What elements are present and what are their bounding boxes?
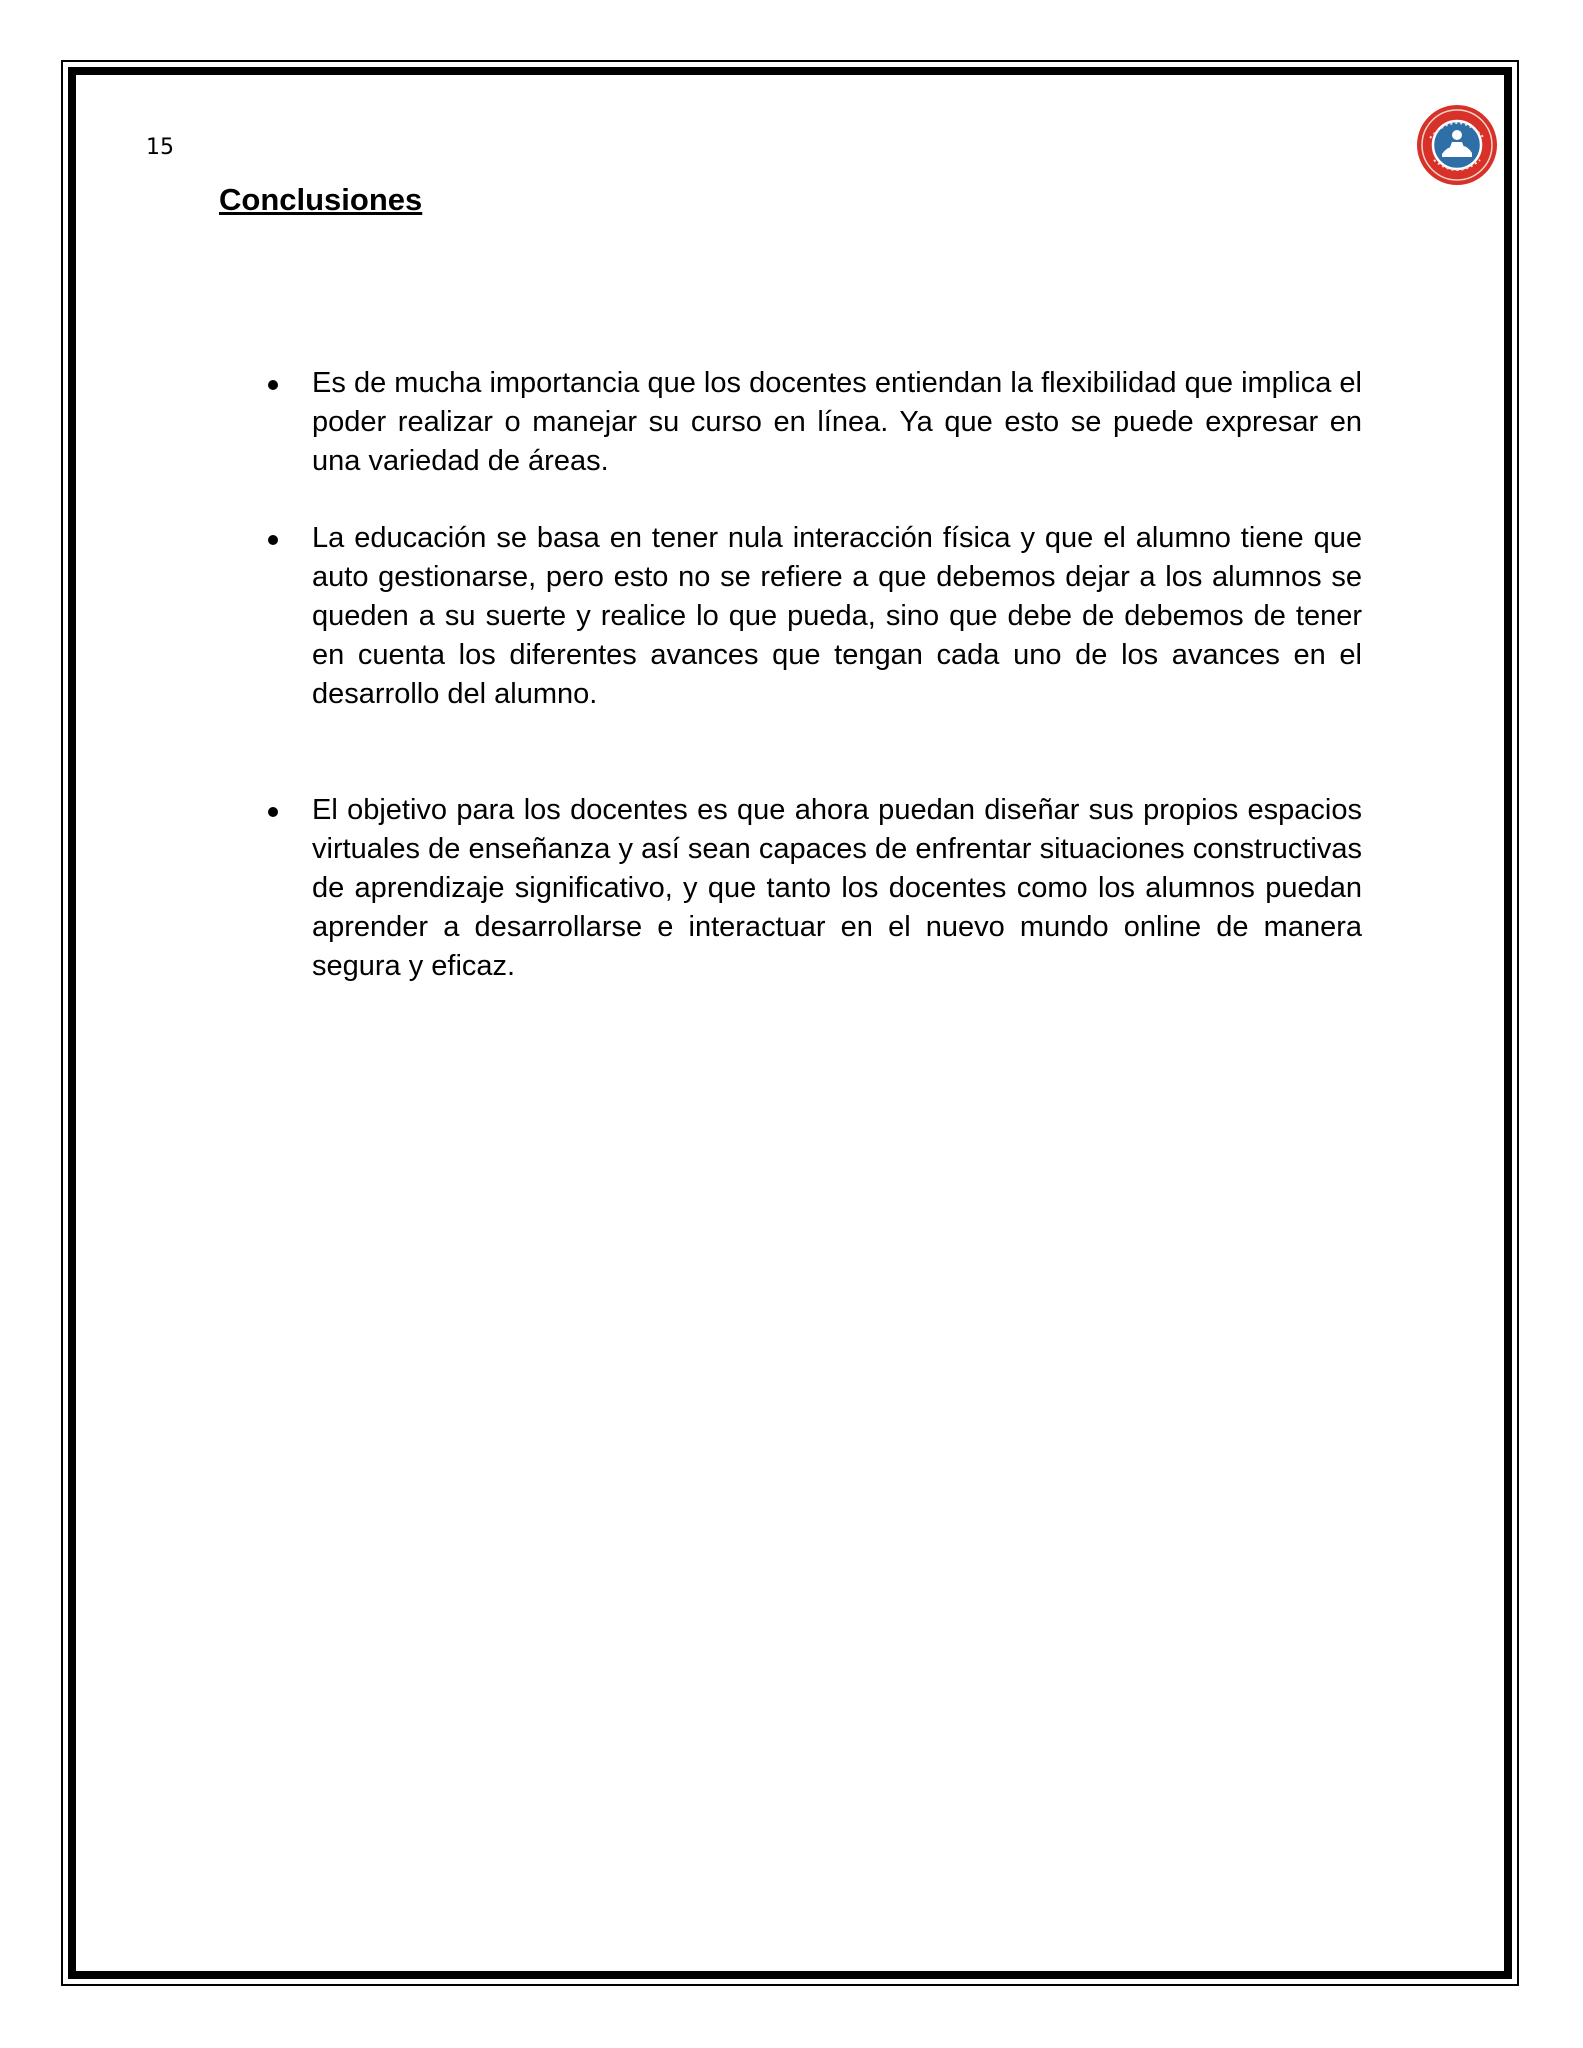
page-border-inner [68,67,1512,1979]
list-item-text: Es de mucha importancia que los docentes entiendan la flexibilidad que implica el poder realizar o manejar su curso en línea. Ya que esto se puede expresar en una variedad de áreas. [312,367,1362,477]
bullet-icon [268,535,278,545]
university-seal-icon [1416,104,1498,186]
page-number: 15 [146,135,174,160]
conclusions-list [262,364,1362,985]
list-item-text: La educación se basa en tener nula interacción física y que el alumno tiene que auto gestionarse, pero esto no se refiere a que debemos dejar a los alumnos se queden a su suerte y realice lo que pueda, sino que debe de debemos de tener en cuenta los diferentes avances que tengan cada uno de los avances en el desarrollo del alumno. [312,522,1362,710]
list-item [262,791,1362,985]
page-title: Conclusiones [219,182,423,217]
bullet-icon [268,807,278,817]
list-item [262,519,1362,713]
list-item-text: El objetivo para los docentes es que ahora puedan diseñar sus propios espacios virtuales de enseñanza y así sean capaces de enfrentar situaciones constructivas de aprendizaje significativo, y que tanto los docentes como los alumnos puedan aprender a desarrollarse e interactuar en el nuevo mundo online de manera segura y eficaz. [312,794,1362,982]
list-item [262,364,1362,480]
bullet-icon [268,380,278,390]
